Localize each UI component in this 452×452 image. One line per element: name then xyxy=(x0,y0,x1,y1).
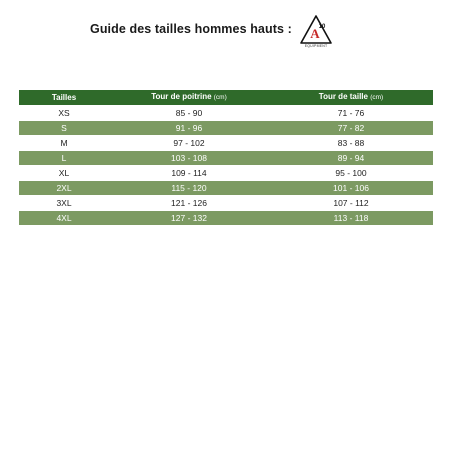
table-row xyxy=(19,166,433,180)
waist-cell: 83 - 88 xyxy=(337,138,365,148)
size-cell: 2XL xyxy=(56,183,72,193)
page-header xyxy=(0,14,452,50)
chest-cell: 103 - 108 xyxy=(171,153,207,163)
column-header-size: Tailles xyxy=(51,92,77,102)
chest-cell: 127 - 132 xyxy=(171,213,207,223)
table-header-row xyxy=(19,90,433,105)
page-title: Guide des tailles hommes hauts : xyxy=(90,22,292,36)
chest-cell: 97 - 102 xyxy=(173,138,205,148)
waist-cell: 113 - 118 xyxy=(333,213,369,223)
table-row xyxy=(19,106,433,120)
chest-cell: 115 - 120 xyxy=(171,183,207,193)
size-cell: M xyxy=(60,138,68,148)
table-row xyxy=(19,211,433,225)
table-row xyxy=(19,196,433,210)
logo-letter: A xyxy=(310,26,320,41)
table-row xyxy=(19,121,433,135)
chest-cell: 91 - 96 xyxy=(175,123,203,133)
waist-cell: 95 - 100 xyxy=(335,168,367,178)
table-row xyxy=(19,136,433,150)
size-cell: XS xyxy=(58,108,70,118)
column-header-chest: Tour de poitrine (cm) xyxy=(151,92,227,101)
chest-cell: 85 - 90 xyxy=(175,108,203,118)
logo-caption: EQUIPMENT xyxy=(304,44,328,48)
waist-cell: 71 - 76 xyxy=(337,108,365,118)
logo-superscript: 10 xyxy=(318,24,326,30)
size-cell: L xyxy=(61,153,67,163)
size-cell: 4XL xyxy=(56,213,72,223)
table-row xyxy=(19,151,433,165)
size-cell: XL xyxy=(58,168,70,178)
chest-cell: 121 - 126 xyxy=(171,198,207,208)
waist-cell: 107 - 112 xyxy=(333,198,369,208)
column-header-waist: Tour de taille (cm) xyxy=(318,92,384,101)
waist-cell: 89 - 94 xyxy=(337,153,365,163)
size-guide-table xyxy=(19,89,433,226)
waist-cell: 101 - 106 xyxy=(333,183,369,193)
waist-cell: 77 - 82 xyxy=(337,123,365,133)
size-cell: S xyxy=(61,123,67,133)
table-row xyxy=(19,181,433,195)
chest-cell: 109 - 114 xyxy=(171,168,207,178)
size-cell: 3XL xyxy=(56,198,72,208)
